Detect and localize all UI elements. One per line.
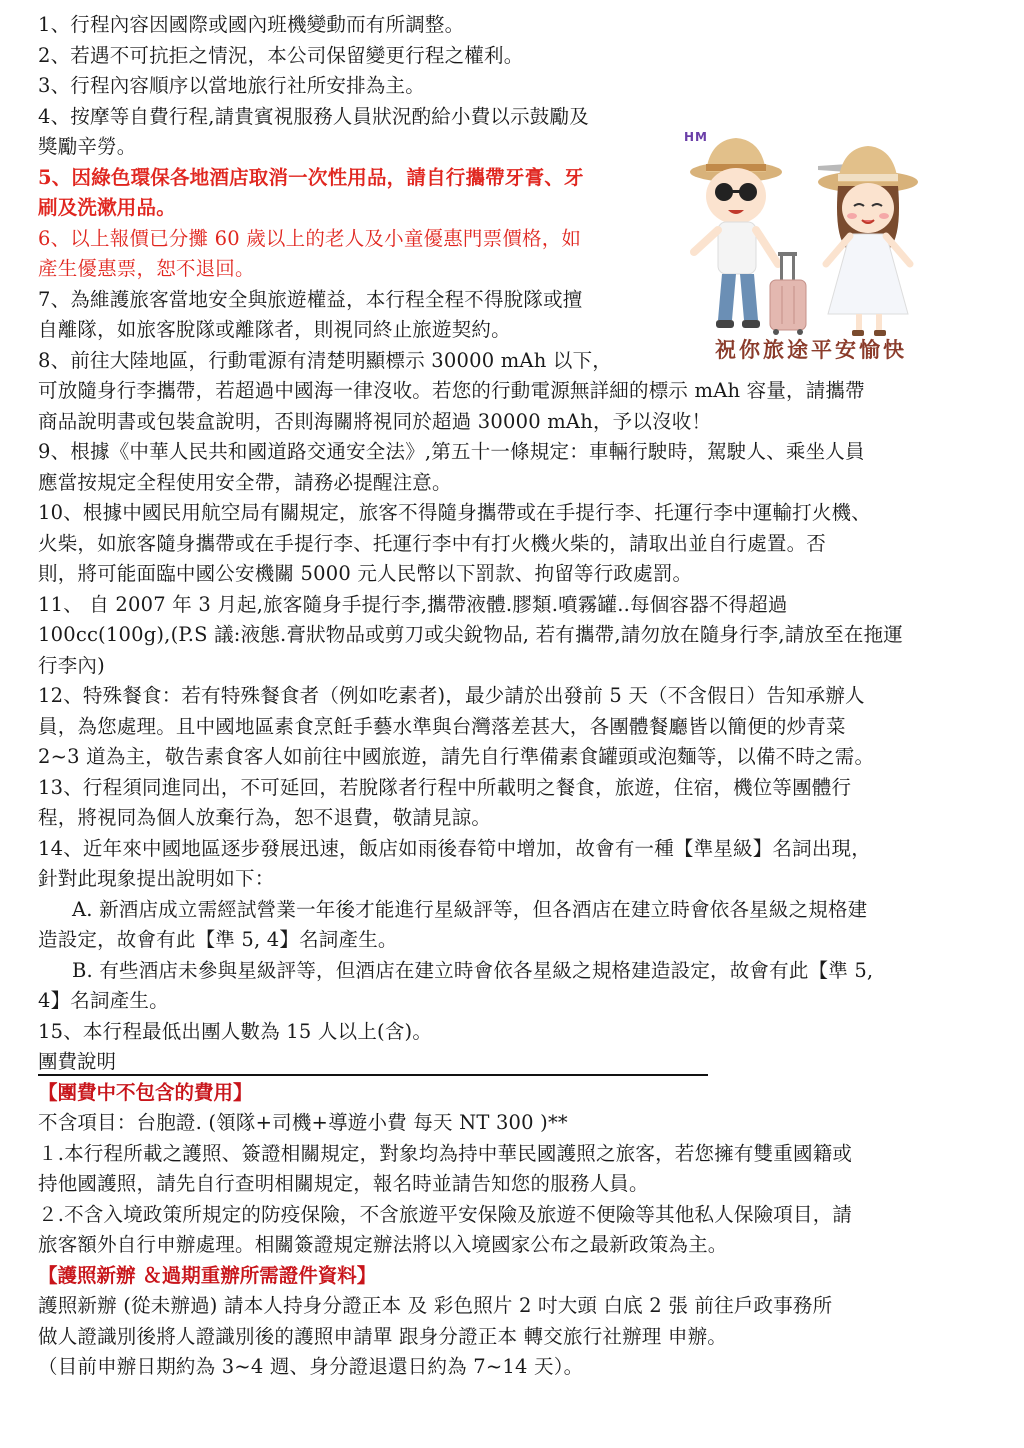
note-12-line-1: 12、特殊餐食：若有特殊餐食者（例如吃素者)，最少請於出發前 5 天（不含假日）告知承辦人	[38, 684, 865, 707]
excluded-fees-header: 【團費中不包含的費用】	[38, 1080, 253, 1104]
boy-figure	[690, 138, 782, 328]
note-4-line-2: 獎勵辛勞。	[38, 135, 137, 158]
note-11-line-2: 100cc(100g),(P.S 議:液態.膏狀物品或剪刀或尖銳物品, 若有攜帶,請勿放在隨身行李,請放至在拖運	[38, 623, 903, 646]
note-10-line-3: 則，將可能面臨中國公安機關 5000 元人民幣以下罰款、拘留等行政處罰。	[38, 562, 693, 585]
note-10-line-1: 10、根據中國民用航空局有關規定，旅客不得隨身攜帶或在手提行李、托運行李中運輸打火機、	[38, 501, 871, 524]
note-13-line-1: 13、行程須同進同出，不可延回，若脫隊者行程中所載明之餐食，旅遊，住宿，機位等團體行	[38, 775, 852, 799]
note-7-line-1: 7、為維護旅客當地安全與旅遊權益，本行程全程不得脫隊或擅	[38, 287, 583, 311]
illustration-caption: 祝你旅途平安愉快	[715, 338, 907, 362]
note-8-line-3: 商品說明書或包裝盒說明，否則海關將視同於超過 30000 mAh，予以沒收！	[38, 409, 712, 433]
note-1: 1、行程內容因國際或國內班機變動而有所調整。	[38, 13, 465, 36]
note-5-line-1: 5、因綠色環保各地酒店取消一次性用品，請自行攜帶牙膏、牙	[38, 165, 584, 189]
girl-figure	[818, 146, 918, 336]
passport-line-3: （目前申辦日期約為 3~4 週、身分證退還日約為 7~14 天）。	[38, 1355, 584, 1378]
note-10-line-2: 火柴，如旅客隨身攜帶或在手提行李、托運行李中有打火機火柴的，請取出並自行處置。否	[38, 531, 827, 555]
excluded-2-line-2: 旅客額外自行申辦處理。相關簽證規定辦法將以入境國家公布之最新政策為主。	[38, 1233, 728, 1256]
excluded-items: 不含項目：台胞證. (領隊+司機+導遊小費 每天 NT 300 )**	[38, 1111, 568, 1134]
passport-header: 【護照新辦 ＆過期重辦所需證件資料】	[38, 1263, 377, 1287]
note-14-b-line-2: 4】名詞產生。	[38, 989, 169, 1012]
note-6-line-1: 6、以上報價已分攤 60 歲以上的老人及小童優惠門票價格，如	[38, 226, 582, 250]
fee-section-title-row	[38, 1047, 986, 1078]
note-11-line-1: 11、 自 2007 年 3 月起,旅客隨身手提行李,攜帶液體.膠類.噴霧罐..每個容器不得超過	[38, 592, 788, 616]
note-8-line-1: 8、前往大陸地區，行動電源有清楚明顯標示 30000 mAh 以下，	[38, 348, 612, 372]
note-14-line-2: 針對此現象提出說明如下：	[38, 867, 275, 890]
note-3: 3、行程內容順序以當地旅行社所安排為主。	[38, 74, 425, 97]
note-13-line-2: 程，將視同為個人放棄行為，恕不退費，敬請見諒。	[38, 806, 492, 829]
note-14-a-line-2: 造設定，故會有此【準 5, 4】名詞產生。	[38, 928, 398, 951]
excluded-1-line-2: 持他國護照，請先自行查明相關規定，報名時並請告知您的服務人員。	[38, 1172, 649, 1195]
note-12-line-3: 2~3 道為主，敬告素食客人如前往中國旅遊，請先自行準備素食罐頭或泡麵等，以備不時之需。	[38, 745, 875, 768]
note-5-line-2: 刷及洗漱用品。	[38, 196, 176, 219]
note-7-line-2: 自離隊，如旅客脫隊或離隊者，則視同終止旅遊契約。	[38, 318, 511, 341]
note-9-line-2: 應當按規定全程使用安全帶，請務必提醒注意。	[38, 470, 452, 494]
passport-line-2: 做人證識別後將人證識別後的護照申請單 跟身分證正本 轉交旅行社辦理 申辦。	[38, 1324, 727, 1348]
note-11-line-3: 行李內)	[38, 653, 105, 677]
section-divider	[38, 1074, 708, 1076]
fee-section-title: 團費說明	[38, 1050, 117, 1073]
excluded-2-line-1: ２.不含入境政策所規定的防疫保險，不含旅遊平安保險及旅遊不便險等其他私人保險項目，請	[38, 1202, 853, 1226]
note-14-b-line-1: B. 有些酒店未參與星級評等，但酒店在建立時會依各星級之規格建造設定，故會有此【準 5,	[72, 958, 874, 982]
excluded-1-line-1: １.本行程所載之護照、簽證相關規定，對象均為持中華民國護照之旅客，若您擁有雙重國籍或	[38, 1141, 853, 1165]
passport-line-1: 護照新辦 (從未辦過) 請本人持身分證正本 及 彩色照片 2 吋大頭 白底 2 張 前往戶政事務所	[38, 1294, 833, 1317]
note-14-line-1: 14、近年來中國地區逐步發展迅速，飯店如雨後春筍中增加，故會有一種【準星級】名詞出現，	[38, 836, 871, 860]
note-9-line-1: 9、根據《中華人民共和國道路交通安全法》,第五十一條規定：車輛行駛時，駕駛人、乘坐人員	[38, 440, 865, 463]
note-8-line-2: 可放隨身行李攜帶，若超過中國海一律沒收。若您的行動電源無詳細的標示 mAh 容量，請攜帶	[38, 379, 865, 402]
note-2: 2、若遇不可抗拒之情況，本公司保留變更行程之權利。	[38, 43, 524, 67]
note-14-a-line-1: A. 新酒店成立需經試營業一年後才能進行星級評等，但各酒店在建立時會依各星級之規格建	[72, 897, 868, 921]
note-4-line-1: 4、按摩等自費行程,請貴賓視服務人員狀況酌給小費以示鼓勵及	[38, 104, 589, 128]
note-15: 15、本行程最低出團人數為 15 人以上(含)。	[38, 1019, 433, 1043]
brand-logo: HM	[684, 130, 708, 144]
note-12-line-2: 員，為您處理。且中國地區素食烹飪手藝水準與台灣落差甚大，各團體餐廳皆以簡便的炒青菜	[38, 714, 846, 738]
note-6-line-2: 產生優惠票，恕不退回。	[38, 257, 255, 280]
